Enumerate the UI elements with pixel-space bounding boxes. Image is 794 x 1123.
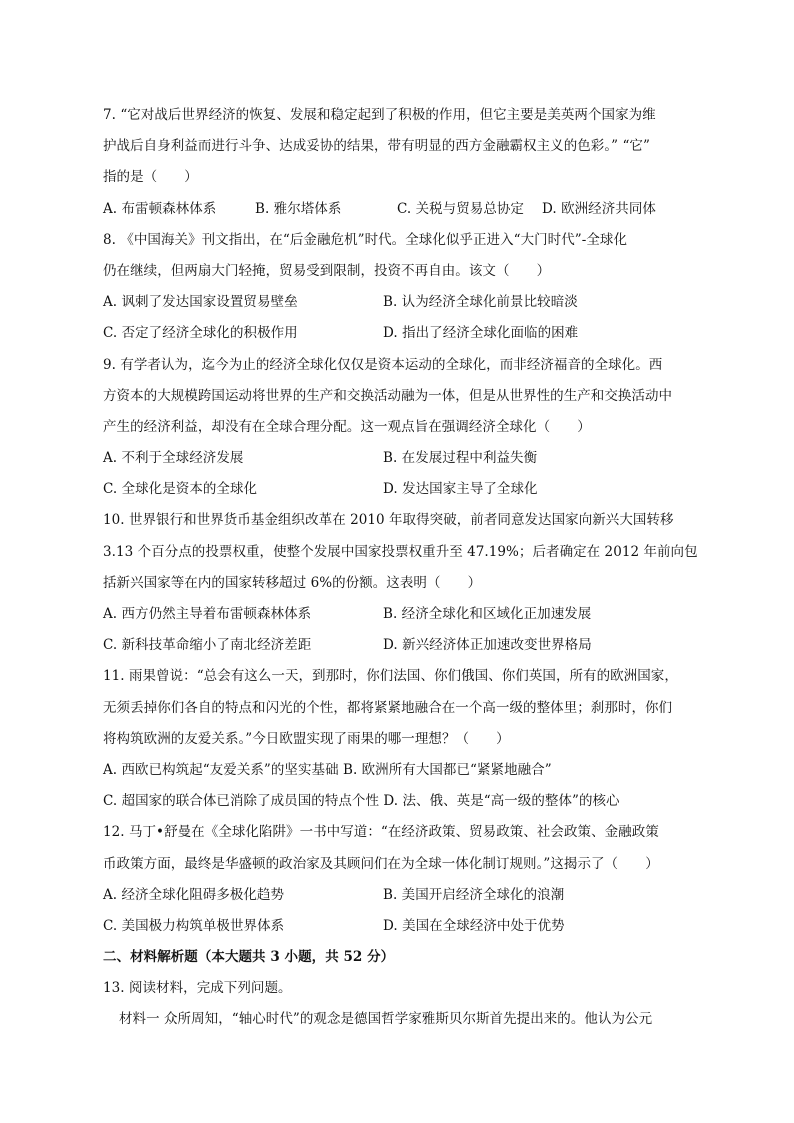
question-9-option-a: A. 不利于全球经济发展	[103, 450, 244, 467]
question-12-option-d: D. 美国在全球经济中处于优势	[383, 917, 565, 934]
question-9-options-row-1	[103, 443, 695, 474]
question-10-options-row-2	[103, 630, 695, 661]
question-7-option-a: A. 布雷顿森林体系	[103, 200, 217, 217]
question-9-option-c: C. 全球化是资本的全球化	[103, 481, 258, 498]
question-10-option-d: D. 新兴经济体正加速改变世界格局	[383, 637, 592, 654]
question-7	[103, 100, 695, 225]
question-8	[103, 225, 695, 350]
question-8-option-c: C. 否定了经济全球化的积极作用	[103, 325, 298, 342]
question-8-line-1: 8. 《中国海关》刊文指出，在“后金融危机”时代。全球化似乎正进入“大门时代”-全球化	[103, 231, 627, 248]
question-12-option-c: C. 美国极力构筑单极世界体系	[103, 917, 285, 934]
page-content	[103, 100, 698, 1036]
question-12-options-row-2	[103, 911, 695, 942]
question-11-options-row-2: C. 超国家的联合体已消除了成员国的特点个性 D. 法、俄、英是“高一级的整体”的核心	[103, 793, 620, 810]
question-9-line-1: 9. 有学者认为，迄今为止的经济全球化仅仅是资本运动的全球化，而非经济福音的全球化。西	[103, 356, 663, 373]
question-11-line-2: 无须丢掉你们各自的特点和闪光的个性，都将紧紧地融合在一个高一级的整体里；刹那时，你们	[103, 699, 673, 716]
question-10-line-3: 括新兴国家等在内的国家转移超过 6%的份额。这表明（ ）	[103, 574, 482, 591]
question-7-option-c: C. 关税与贸易总协定	[397, 200, 524, 217]
question-10-option-c: C. 新科技革命缩小了南北经济差距	[103, 637, 312, 654]
question-11-options-row-1: A. 西欧已构筑起“友爱关系”的坚实基础 B. 欧洲所有大国都已“紧紧地融合”	[103, 761, 552, 778]
question-7-line-1: 7. “它对战后世界经济的恢复、发展和稳定起到了积极的作用，但它主要是美英两个国家为维	[103, 107, 656, 123]
question-8-option-a: A. 讽刺了发达国家设置贸易壁垒	[103, 294, 298, 311]
question-11-line-3: 将构筑欧洲的友爱关系。”今日欧盟实现了雨果的哪一理想？（ ）	[103, 730, 510, 747]
question-12-line-2: 币政策方面，最终是华盛顿的政治家及其顾问们在为全球一体化制订规则。”这揭示了（ ）	[103, 855, 659, 872]
section-2	[103, 942, 695, 1036]
section-2-title: 二、材料解析题（本大题共 3 小题，共 52 分）	[103, 949, 395, 966]
question-7-line-2: 护战后自身利益而进行斗争、达成妥协的结果，带有明显的西方金融霸权主义的色彩。” “它”	[103, 138, 650, 155]
question-7-option-b: B. 雅尔塔体系	[255, 200, 342, 217]
question-12-option-b: B. 美国开启经济全球化的浪潮	[383, 886, 565, 903]
question-10-options-row-1	[103, 599, 695, 630]
question-10	[103, 505, 698, 661]
question-13-material-1: 材料一 众所周知，“轴心时代”的观念是德国哲学家雅斯贝尔斯首先提出来的。他认为公元	[119, 1011, 653, 1028]
question-11-line-1: 11. 雨果曾说：“总会有这么一天，到那时，你们法国、你们俄国、你们英国，所有的欧洲国家，	[103, 668, 678, 685]
question-8-line-2: 仍在继续，但两扇大门轻掩，贸易受到限制，投资不再自由。该文（ ）	[103, 262, 551, 279]
question-12-line-1: 12. 马丁•舒曼在《全球化陷阱》一书中写道：“在经济政策、贸易政策、社会政策、金融政策	[103, 824, 659, 841]
question-12	[103, 817, 695, 942]
question-10-option-a: A. 西方仍然主导着布雷顿森林体系	[103, 606, 312, 622]
question-7-line-3: 指的是（ ）	[103, 169, 198, 186]
question-8-option-d: D. 指出了经济全球化面临的困难	[383, 325, 579, 342]
question-12-options-row-1	[103, 880, 695, 911]
question-10-line-1: 10. 世界银行和世界货币基金组织改革在 2010 年取得突破，前者同意发达国家向新兴大国转移	[103, 512, 674, 529]
question-7-options	[103, 194, 695, 225]
question-9-line-3: 产生的经济利益，却没有在全球合理分配。这一观点旨在强调经济全球化（ ）	[103, 418, 591, 435]
question-13-intro: 13. 阅读材料，完成下列问题。	[103, 980, 292, 997]
question-9-line-2: 方资本的大规模跨国运动将世界的生产和交换活动融为一体，但是从世界性的生产和交换活动中	[103, 387, 673, 404]
question-8-options-row-1	[103, 287, 695, 318]
question-10-option-b: B. 经济全球化和区域化正加速发展	[383, 606, 592, 622]
question-10-line-2: 3.13 个百分点的投票权重，使整个发展中国家投票权重升至 47.19%；后者确定在 2012 年前向包	[103, 543, 698, 560]
question-9-option-b: B. 在发展过程中利益失衡	[383, 450, 538, 467]
question-9	[103, 350, 695, 506]
question-9-options-row-2	[103, 474, 695, 505]
question-11	[103, 661, 695, 817]
question-8-options-row-2	[103, 318, 695, 349]
question-9-option-d: D. 发达国家主导了全球化	[383, 481, 538, 498]
question-12-option-a: A. 经济全球化阻碍多极化趋势	[103, 886, 285, 903]
question-7-option-d: D. 欧洲经济共同体	[542, 200, 656, 217]
question-8-option-b: B. 认为经济全球化前景比较暗淡	[383, 294, 578, 311]
